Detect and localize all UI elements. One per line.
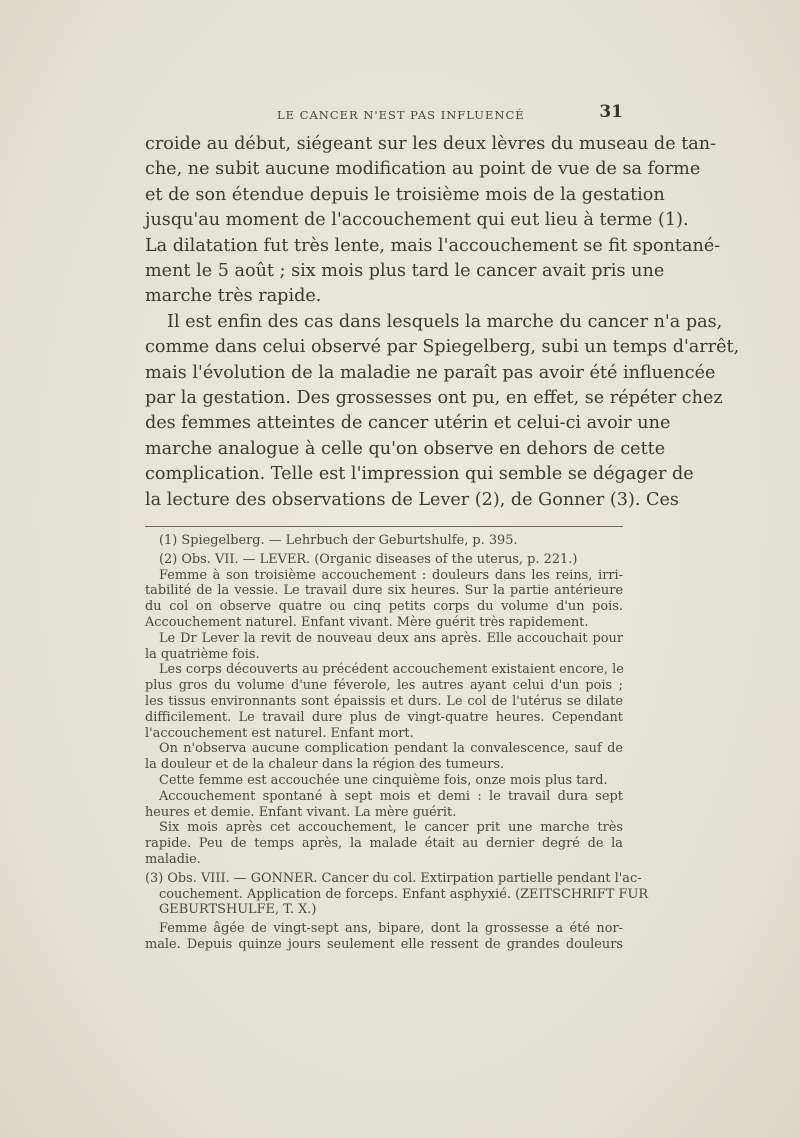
footnote-line: Femme âgée de vingt-sept ans, bipare, dont la grossesse a été nor-	[159, 921, 623, 937]
text-line: croide au début, siégeant sur les deux lèvres du museau de tan-	[145, 134, 717, 154]
footnotes	[145, 533, 649, 953]
footnote-line: les tissus environnants sont épaissis et durs. Le col de l'utérus se dilate	[145, 693, 623, 709]
footnote-line: couchement. Application de forceps. Enfant asphyxié. (ZEITSCHRIFT FUR	[159, 886, 649, 902]
text-line: che, ne subit aucune modification au point de vue de sa forme	[145, 159, 701, 180]
footnote-line: difficilement. Le travail dure plus de vingt-quatre heures. Cependant	[145, 709, 623, 725]
text-line: La dilatation fut très lente, mais l'accouchement se fit spontané-	[145, 235, 721, 256]
footnote-line: Les corps découverts au précédent accouchement existaient encore, le	[159, 662, 624, 678]
text-line: marche très rapide.	[145, 286, 322, 307]
footnote-line: Six mois après cet accouchement, le cancer prit une marche très	[159, 820, 623, 836]
footnote-line: Femme à son troisième accouchement : douleurs dans les reins, irri-	[159, 567, 623, 583]
text-line: ment le 5 août ; six mois plus tard le cancer avait pris une	[145, 261, 665, 282]
text-line: marche analogue à celle qu'on observe en dehors de cette	[145, 438, 666, 459]
footnote-line: (3) Obs. VIII. — GONNER. Cancer du col. Extirpation partielle pendant l'ac-	[145, 870, 642, 886]
footnote-line: (1) Spiegelberg. — Lehrbuch der Geburtshulfe, p. 395.	[159, 533, 518, 548]
text-line: mais l'évolution de la maladie ne paraît pas avoir été influencée	[145, 362, 716, 383]
footnote-line: la douleur et de la chaleur dans la région des tumeurs.	[145, 757, 505, 773]
footnote-line: On n'observa aucune complication pendant la convalescence, sauf de	[159, 741, 623, 757]
footnote-line: male. Depuis quinze jours seulement elle ressent de grandes douleurs	[145, 936, 623, 952]
footnote-line: la quatrième fois.	[145, 646, 260, 662]
text-line: et de son étendue depuis le troisième mois de la gestation	[145, 184, 665, 205]
text-line: Il est enfin des cas dans lesquels la marche du cancer n'a pas,	[167, 311, 723, 332]
footnote-line: Accouchement naturel. Enfant vivant. Mère guérit très rapidement.	[145, 614, 589, 630]
footnote-line: maladie.	[145, 851, 201, 867]
footnote-line: rapide. Peu de temps après, la malade était au dernier degré de la	[145, 836, 623, 852]
footnote-line: Accouchement spontané à sept mois et demi : le travail dura sept	[159, 788, 623, 804]
running-head: LE CANCER N'EST PAS INFLUENCÉ	[277, 108, 525, 122]
footnote-divider	[145, 526, 623, 527]
text-line: par la gestation. Des grossesses ont pu, en effet, se répéter chez	[145, 388, 723, 409]
main-text	[145, 132, 740, 513]
footnote-line: Cette femme est accouchée une cinquième fois, onze mois plus tard.	[159, 772, 608, 788]
footnote-line: plus gros du volume d'une féverole, les autres ayant celui d'un pois ;	[145, 678, 623, 694]
footnote-line: heures et demie. Enfant vivant. La mère guérit.	[145, 804, 457, 820]
text-line: comme dans celui observé par Spiegelberg, subi un temps d'arrêt,	[145, 337, 740, 358]
footnote-line: Le Dr Lever la revit de nouveau deux ans après. Elle accouchait pour	[159, 630, 623, 646]
text-line: des femmes atteintes de cancer utérin et celui-ci avoir une	[145, 413, 671, 434]
footnote-line: tabilité de la vessie. Le travail dure six heures. Sur la partie antérieure	[145, 583, 623, 599]
footnote-line: (2) Obs. VII. — LEVER. (Organic diseases of the uterus, p. 221.)	[159, 551, 578, 567]
text-line: jusqu'au moment de l'accouchement qui eut lieu à terme (1).	[145, 210, 689, 231]
page-header	[145, 102, 623, 126]
page-number: 31	[599, 102, 623, 122]
text-line: complication. Telle est l'impression qui semble se dégager de	[145, 464, 694, 485]
footnote-line: du col on observe quatre ou cinq petits corps du volume d'un pois.	[145, 599, 623, 615]
text-line: la lecture des observations de Lever (2), de Gonner (3). Ces	[145, 489, 679, 510]
footnote-line: GEBURTSHULFE, T. X.)	[159, 902, 317, 918]
footnote-line: l'accouchement est naturel. Enfant mort.	[145, 725, 414, 741]
